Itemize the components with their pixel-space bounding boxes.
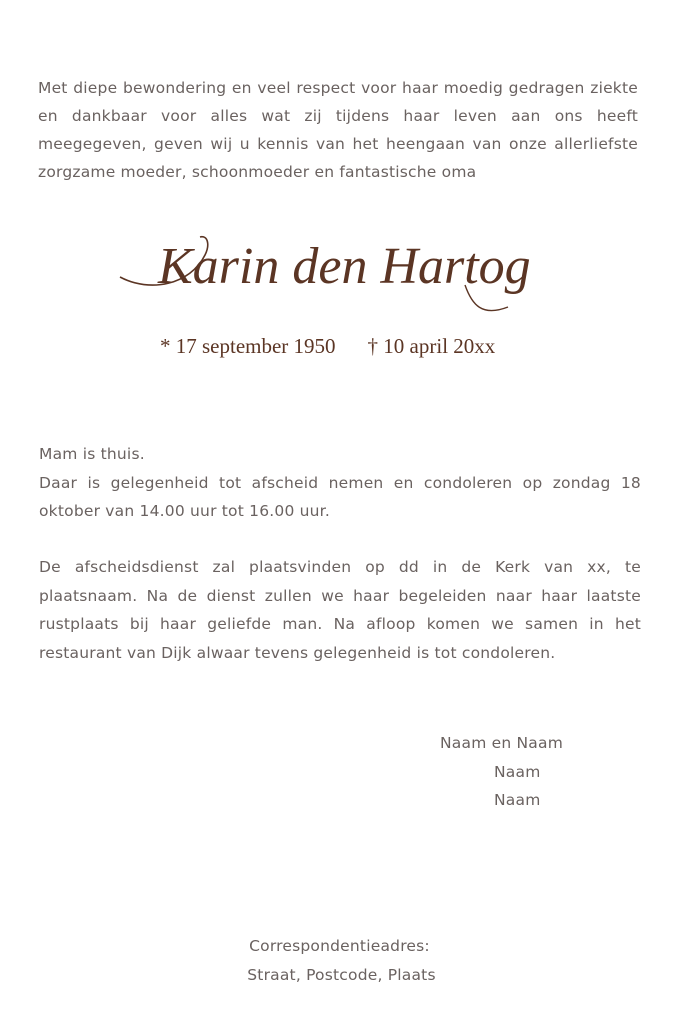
death-date: † 10 april 20xx (367, 334, 496, 358)
service-paragraph: De afscheidsdienst zal plaatsvinden op dd in de Kerk van xx, te plaatsnaam. Na de dienst zullen we haar begeleiden naar haar laatste rustplaats bij haar geliefde man. Na afloop komen we samen in het restaurant van Dijk alwaar tevens gelegenheid is tot condoleren. (39, 558, 641, 662)
signature-block (400, 729, 650, 815)
name-script-svg (110, 215, 540, 325)
address-value: Straat, Postcode, Plaats (247, 965, 436, 984)
visitation-line-2: Daar is gelegenheid tot afscheid nemen en condoleren op zondag 18 oktober van 14.00 uur tot 16.00 uur. (39, 473, 641, 520)
signature-line-3: Naam (494, 791, 541, 809)
life-dates (160, 334, 580, 359)
deceased-name (110, 215, 540, 325)
name-text: Karin den Hartog (158, 238, 531, 295)
address-label: Correspondentieadres: (249, 937, 430, 955)
intro-text: Met diepe bewondering en veel respect voor haar moedig gedragen ziekte en dankbaar voor alles wat zij tijdens haar leven aan ons heeft meegegeven, geven wij u kennis van het heengaan van onze allerliefste zorgzame moeder, schoonmoeder en fantastische oma (38, 79, 638, 181)
visitation-line-1: Mam is thuis. (39, 445, 145, 463)
correspondence-address (0, 932, 683, 989)
birth-date: * 17 september 1950 (160, 334, 336, 358)
signature-line-1: Naam en Naam (440, 734, 563, 752)
signature-line-2: Naam (494, 762, 541, 781)
visitation-paragraph (39, 440, 641, 526)
